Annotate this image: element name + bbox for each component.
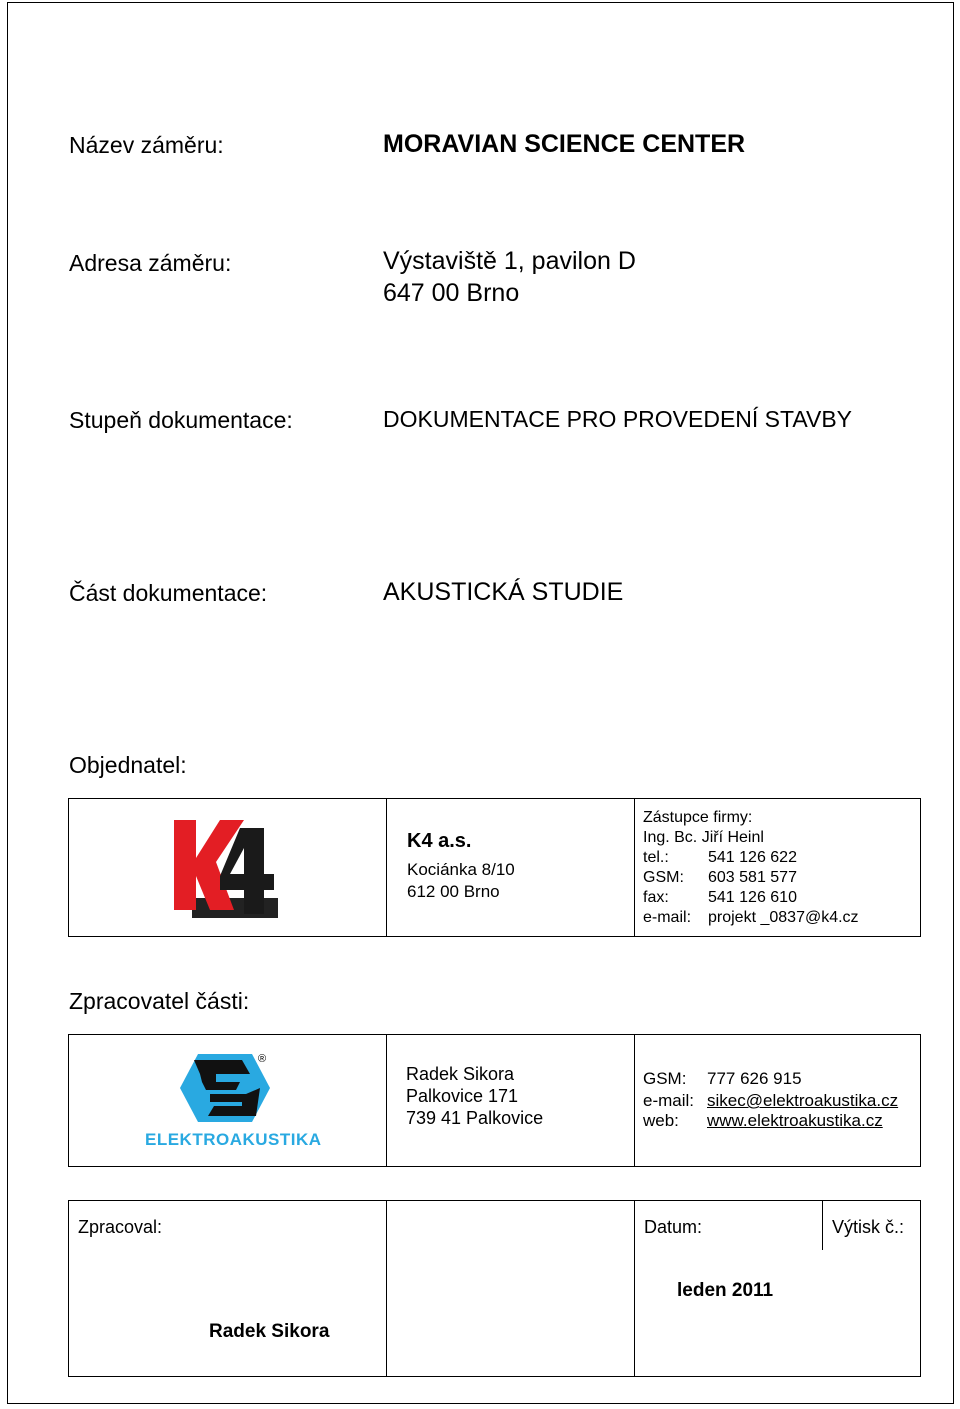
datum-label: Datum: [644,1217,703,1237]
adresa-label: Adresa záměru: [69,250,232,276]
nazev-value: MORAVIAN SCIENCE CENTER [383,130,746,158]
tel-value: 541 126 622 [708,849,797,866]
objednatel-city: 612 00 Brno [407,882,500,901]
zp-email-link[interactable]: sikec@elektroakustika.cz [707,1091,899,1110]
registered-mark: ® [258,1053,267,1065]
email-value: projekt _0837@k4.cz [708,909,859,926]
elektroakustika-wordmark: ELEKTROAKUSTIKA [145,1130,322,1149]
stupen-label: Stupeň dokumentace: [69,407,293,433]
adresa-line2: 647 00 Brno [383,279,520,307]
divider [386,798,387,937]
fax-value: 541 126 610 [708,889,797,906]
elektroakustika-logo [180,1054,270,1122]
zp-gsm-label: GSM: [643,1069,687,1088]
nazev-label: Název záměru: [69,132,224,158]
k4-logo [174,818,278,918]
adresa-line1: Výstaviště 1, pavilon D [383,247,636,275]
divider [822,1200,823,1250]
zp-web-link[interactable]: www.elektroakustika.cz [707,1111,883,1130]
divider [386,1034,387,1167]
zpracoval-value: Radek Sikora [209,1321,330,1342]
datum-value: leden 2011 [677,1280,774,1301]
footer-box [68,1200,921,1377]
zp-gsm-value: 777 626 915 [707,1069,802,1088]
cast-label: Část dokumentace: [69,580,268,606]
vytisk-label: Výtisk č.: [832,1217,905,1237]
divider [634,798,635,937]
zpracovatel-name: Radek Sikora [406,1064,515,1084]
zp-web-label: web: [643,1111,679,1130]
zpracovatel-label: Zpracovatel části: [69,988,250,1014]
objednatel-street: Kociánka 8/10 [407,860,515,879]
divider [386,1200,387,1377]
gsm-value: 603 581 577 [708,869,797,886]
contact-heading: Zástupce firmy: [643,809,753,826]
fax-label: fax: [643,889,669,906]
divider [634,1200,635,1377]
stupen-value: DOKUMENTACE PRO PROVEDENÍ STAVBY [383,406,853,432]
objednatel-label: Objednatel: [69,752,187,778]
email-label: e-mail: [643,909,692,926]
zpracovatel-street: Palkovice 171 [406,1086,519,1106]
zpracovatel-city: 739 41 Palkovice [406,1108,544,1128]
cast-value: AKUSTICKÁ STUDIE [383,578,624,606]
page-frame [7,2,954,1404]
contact-name: Ing. Bc. Jiří Heinl [643,829,764,846]
divider [634,1034,635,1167]
tel-label: tel.: [643,849,669,866]
zp-email-label: e-mail: [643,1091,695,1110]
gsm-label: GSM: [643,869,684,886]
objednatel-company: K4 a.s. [407,830,472,852]
zpracoval-label: Zpracoval: [78,1217,163,1237]
